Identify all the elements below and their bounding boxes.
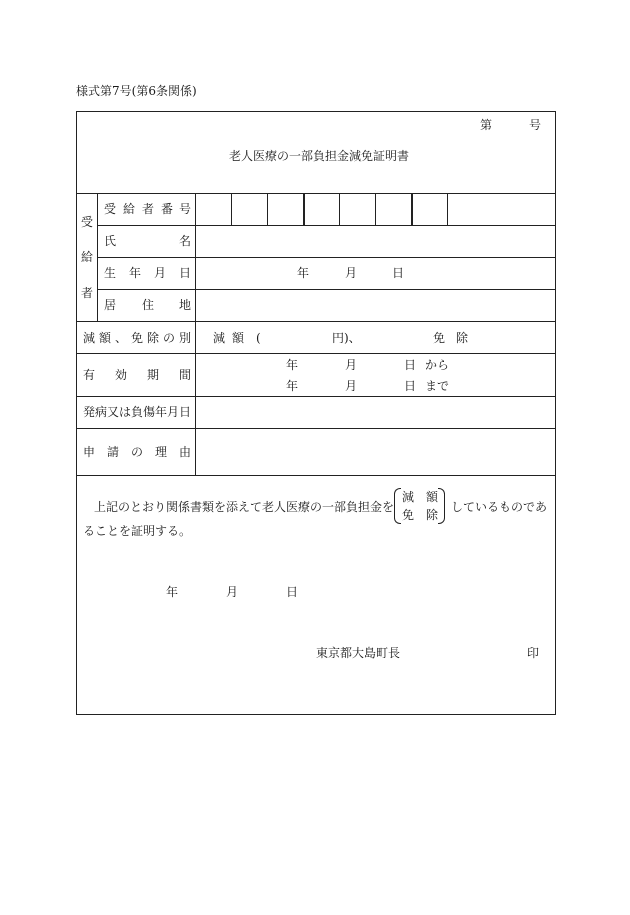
label-recipient-number: 給 [123,202,136,216]
validity-to-year: 年 [286,379,299,393]
section-label-char: 受 [81,215,94,229]
label-birthdate: 日 [179,266,192,280]
divider-section-label [97,193,98,321]
label-onset-date: 発病又は負傷年月日 [83,405,192,419]
number-box-line [303,193,305,225]
label-recipient-number: 受 [104,202,117,216]
divider-validity [76,396,556,397]
reduction-men: 免 [433,331,446,345]
label-reason: 由 [179,445,192,459]
number-box-line [447,193,448,225]
birthdate-day: 日 [392,266,405,280]
label-validity: 期 [147,368,160,382]
label-validity: 間 [179,368,192,382]
number-go: 号 [529,118,542,132]
reduction-gen: 減 [213,331,226,345]
number-box-line [267,193,268,225]
date-day: 日 [286,585,299,599]
label-reason: 理 [155,445,168,459]
label-validity: 効 [115,368,128,382]
label-validity: 有 [83,368,96,382]
label-address: 住 [142,298,155,312]
validity-to-month: 月 [345,379,358,393]
date-month: 月 [226,585,239,599]
label-birthdate: 生 [104,266,117,280]
section-label-char: 給 [81,250,94,264]
label-address: 地 [179,298,192,312]
label-address: 居 [104,298,117,312]
choice-reduction: 減 額 [402,490,439,504]
divider-reduction [76,353,556,354]
label-name: 氏 [104,234,117,248]
choice-bracket-left [394,488,401,524]
seal-mark: 印 [527,646,540,660]
statement-line2: ることを証明する。 [83,524,192,538]
reduction-jo: 除 [456,331,469,345]
form-label: 様式第7号(第6条関係) [76,84,197,98]
statement-line1-after: しているものであ [451,500,548,514]
issuer-name: 東京都大島町長 [316,646,401,660]
date-year: 年 [166,585,179,599]
reduction-gaku: 額 [232,331,245,345]
label-reason: 申 [83,445,96,459]
section-label-char: 者 [81,286,94,300]
label-reduction-type: 、 [115,331,128,345]
choice-exemption: 免 除 [402,508,439,522]
birthdate-year: 年 [297,266,310,280]
validity-to-suffix: まで [425,379,450,393]
label-reduction-type: の [163,331,176,345]
certificate-title: 老人医療の一部負担金減免証明書 [229,149,410,163]
number-box-line [339,193,340,225]
label-recipient-number: 号 [179,202,192,216]
validity-from-day: 日 [404,358,417,372]
label-recipient-number: 番 [161,202,174,216]
label-birthdate: 年 [129,266,142,280]
label-reduction-type: 額 [99,331,112,345]
label-reason: の [131,445,144,459]
label-reduction-type: 減 [83,331,96,345]
number-dai: 第 [480,118,493,132]
statement-line1-before: 上記のとおり関係書類を添えて老人医療の一部負担金を [94,500,395,514]
divider-recipient-number [97,225,556,226]
divider-onset [76,428,556,429]
reduction-open-paren: ( [256,331,261,345]
validity-from-month: 月 [345,358,358,372]
label-birthdate: 月 [154,266,167,280]
divider-label-column [195,193,196,475]
label-recipient-number: 者 [142,202,155,216]
validity-from-year: 年 [286,358,299,372]
label-name: 名 [179,234,192,248]
divider-address [76,321,556,322]
divider-name [97,257,556,258]
validity-to-day: 日 [404,379,417,393]
label-reason: 請 [107,445,120,459]
label-reduction-type: 除 [147,331,160,345]
label-reduction-type: 免 [131,331,144,345]
number-box-line [411,193,413,225]
divider-birthdate [97,289,556,290]
validity-from-suffix: から [425,358,450,372]
number-box-line [375,193,376,225]
choice-bracket-right [438,488,445,524]
divider-reason [76,475,556,476]
reduction-yen: 円)、 [332,331,361,345]
divider-top [76,193,556,194]
label-reduction-type: 別 [179,331,192,345]
birthdate-month: 月 [345,266,358,280]
number-box-line [231,193,232,225]
